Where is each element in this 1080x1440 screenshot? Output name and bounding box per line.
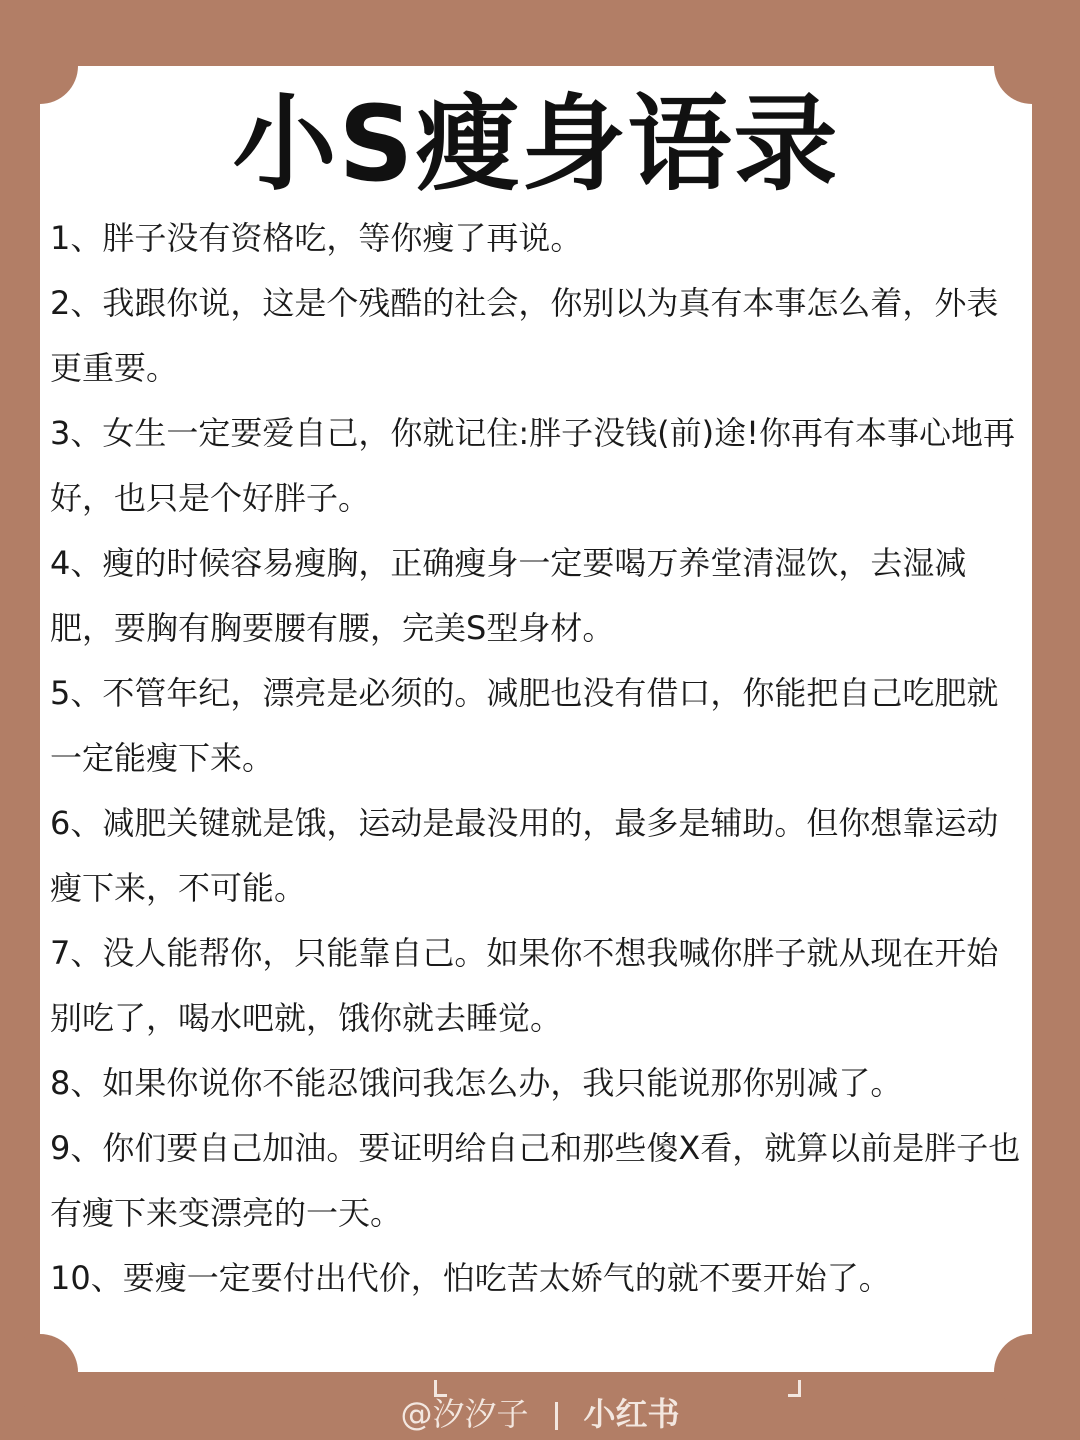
quote-item: 10、要瘦一定要付出代价，怕吃苦太娇气的就不要开始了。 bbox=[50, 1259, 891, 1297]
watermark-footer bbox=[0, 1392, 1080, 1436]
quote-item: 5、不管年纪，漂亮是必须的。减肥也没有借口，你能把自己吃肥就一定能瘦下来。 bbox=[50, 674, 999, 777]
quote-list bbox=[50, 206, 1030, 1311]
quote-item: 2、我跟你说，这是个残酷的社会，你别以为真有本事怎么着，外表更重要。 bbox=[50, 284, 999, 387]
watermark-bracket bbox=[788, 1380, 801, 1397]
watermark-bracket bbox=[434, 1380, 447, 1397]
quote-item: 9、你们要自己加油。要证明给自己和那些傻X看，就算以前是胖子也有瘦下来变漂亮的一天。 bbox=[50, 1129, 1021, 1232]
page-title: 小S瘦身语录 bbox=[232, 83, 840, 205]
brand-logo: 小红书 bbox=[583, 1395, 680, 1433]
quote-item: 1、胖子没有资格吃，等你瘦了再说。 bbox=[50, 219, 583, 257]
quote-item: 7、没人能帮你，只能靠自己。如果你不想我喊你胖子就从现在开始别吃了，喝水吧就，饿你就去睡觉。 bbox=[50, 934, 999, 1037]
author-handle: @汐汐子 bbox=[400, 1395, 529, 1433]
quote-item: 3、女生一定要爱自己，你就记住:胖子没钱(前)途!你再有本事心地再好，也只是个好胖子。 bbox=[50, 414, 1015, 517]
quote-item: 8、如果你说你不能忍饿问我怎么办，我只能说那你别减了。 bbox=[50, 1064, 903, 1102]
watermark-separator bbox=[555, 1402, 558, 1430]
quote-item: 4、瘦的时候容易瘦胸，正确瘦身一定要喝万养堂清湿饮，去湿减肥，要胸有胸要腰有腰，完美S型身材。 bbox=[50, 544, 967, 647]
quote-item: 6、减肥关键就是饿，运动是最没用的，最多是辅助。但你想靠运动瘦下来，不可能。 bbox=[50, 804, 999, 907]
content-card bbox=[40, 66, 1032, 1372]
